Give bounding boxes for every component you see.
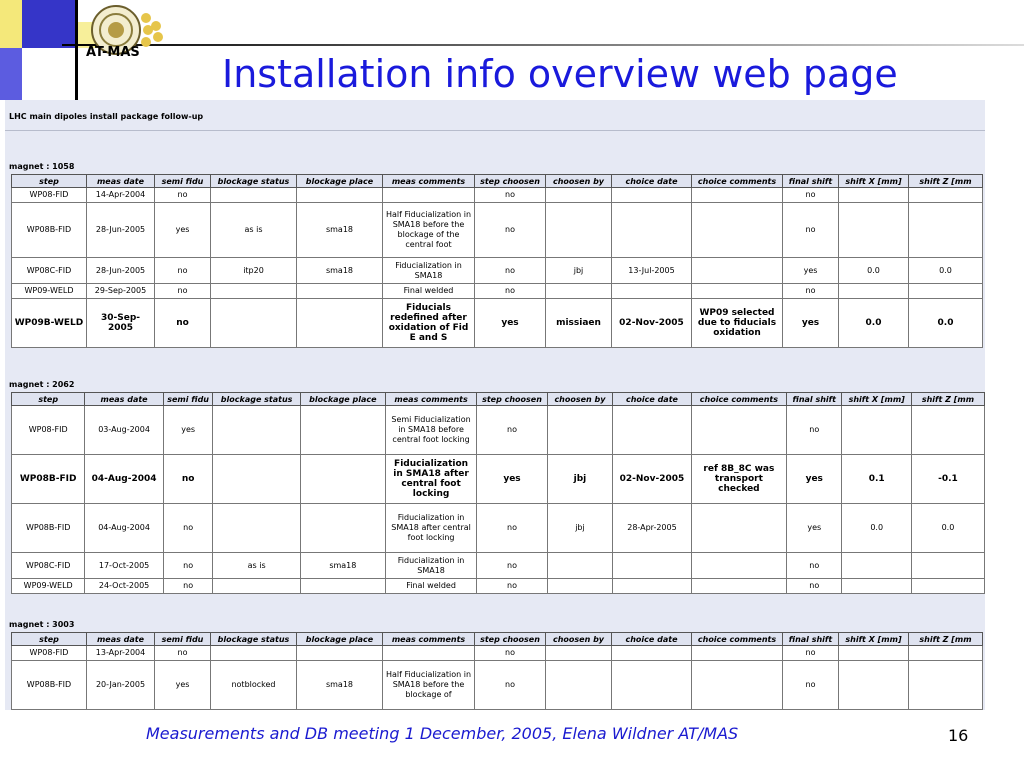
table-cell: no [155, 284, 211, 299]
table-cell: 17-Oct-2005 [85, 553, 163, 579]
table-cell: 03-Aug-2004 [85, 406, 163, 455]
table-cell: Final welded [385, 579, 476, 594]
table-cell: 24-Oct-2005 [85, 579, 163, 594]
table-cell: yes [155, 203, 211, 258]
table-cell: 04-Aug-2004 [85, 455, 163, 504]
table-cell: yes [163, 406, 213, 455]
table-cell: as is [211, 203, 297, 258]
table-cell: no [783, 646, 839, 661]
table-row [12, 284, 983, 299]
table-cell: no [163, 504, 213, 553]
table-row [12, 455, 985, 504]
table-row [12, 504, 985, 553]
table-cell: missiaen [546, 299, 612, 348]
table-cell [909, 284, 983, 299]
table-cell [612, 661, 692, 710]
table-cell: WP08B-FID [12, 455, 85, 504]
table-cell [911, 579, 984, 594]
table-cell [839, 188, 909, 203]
table-cell: 14-Apr-2004 [87, 188, 155, 203]
table-cell: notblocked [211, 661, 297, 710]
table-cell: no [783, 203, 839, 258]
table-cell [613, 406, 692, 455]
table-cell: WP08C-FID [12, 258, 87, 284]
table-cell: WP08B-FID [12, 661, 87, 710]
table-header-row [12, 633, 983, 646]
table-cell: WP09-WELD [12, 579, 85, 594]
table-cell [297, 188, 383, 203]
column-header: choice comments [692, 175, 783, 188]
table-cell: no [475, 203, 546, 258]
column-header: final shift [783, 633, 839, 646]
table-cell: 0.0 [911, 504, 984, 553]
table-cell: no [163, 455, 213, 504]
table-cell: no [787, 553, 842, 579]
table-cell [692, 258, 783, 284]
table-cell [911, 553, 984, 579]
table-cell: no [155, 299, 211, 348]
magnet-table [11, 392, 985, 594]
table-cell: jbj [547, 504, 612, 553]
table-cell: 13-Jul-2005 [612, 258, 692, 284]
table-cell: Fiducialization in SMA18 [385, 553, 476, 579]
table-cell [300, 455, 385, 504]
table-cell: no [477, 406, 548, 455]
table-cell [383, 188, 475, 203]
column-header: step [12, 393, 85, 406]
table-cell: yes [783, 258, 839, 284]
table-cell: yes [475, 299, 546, 348]
table-cell [691, 553, 786, 579]
column-header: choosen by [546, 175, 612, 188]
table-cell [297, 646, 383, 661]
table-cell: ref 8B_8C was transport checked [691, 455, 786, 504]
column-header: meas date [87, 633, 155, 646]
table-cell [909, 646, 983, 661]
table-cell [691, 406, 786, 455]
table-cell: 02-Nov-2005 [612, 299, 692, 348]
table-cell: 28-Apr-2005 [613, 504, 692, 553]
table-cell: WP09B-WELD [12, 299, 87, 348]
table-cell: 20-Jan-2005 [87, 661, 155, 710]
column-header: shift Z [mm [911, 393, 984, 406]
table-header-row [12, 175, 983, 188]
corner-block-yellow [0, 0, 22, 48]
table-cell: no [155, 258, 211, 284]
table-cell [692, 203, 783, 258]
table-cell [692, 284, 783, 299]
table-cell [211, 284, 297, 299]
table-cell: no [783, 661, 839, 710]
table-cell: 0.0 [909, 258, 983, 284]
table-cell: WP08B-FID [12, 504, 85, 553]
table-cell [909, 188, 983, 203]
table-cell [211, 646, 297, 661]
table-cell: yes [477, 455, 548, 504]
table-cell: jbj [547, 455, 612, 504]
table-cell: jbj [546, 258, 612, 284]
table-cell [839, 646, 909, 661]
table-cell [692, 188, 783, 203]
table-row [12, 258, 983, 284]
table-cell: 02-Nov-2005 [613, 455, 692, 504]
table-cell [842, 553, 911, 579]
table-cell [213, 579, 300, 594]
page-heading: LHC main dipoles install package follow-up [9, 112, 204, 121]
magnet-table [11, 174, 983, 348]
magnet-label: magnet : 1058 [9, 162, 75, 171]
table-cell: no [163, 579, 213, 594]
table-cell: WP08B-FID [12, 203, 87, 258]
table-cell: 0.0 [839, 299, 909, 348]
slide-footer: Measurements and DB meeting 1 December, 2005, Elena Wildner AT/MAS [146, 724, 739, 743]
table-cell: Fiducialization in SMA18 [383, 258, 475, 284]
column-header: blockage status [211, 633, 297, 646]
column-header: meas comments [385, 393, 476, 406]
table-cell [691, 579, 786, 594]
at-mas-logo [84, 4, 166, 74]
column-header: semi fidu [155, 175, 211, 188]
table-cell: Fiducials redefined after oxidation of Fid E and S [383, 299, 475, 348]
table-cell: no [475, 646, 546, 661]
table-cell: -0.1 [911, 455, 984, 504]
column-header: step choosen [475, 633, 546, 646]
table-cell: Half Fiducialization in SMA18 before the blockage of the central foot [383, 203, 475, 258]
table-cell [612, 646, 692, 661]
table-cell [297, 299, 383, 348]
table-cell [842, 579, 911, 594]
table-cell [547, 553, 612, 579]
table-cell: no [475, 188, 546, 203]
table-cell [300, 406, 385, 455]
column-header: blockage place [300, 393, 385, 406]
column-header: choosen by [547, 393, 612, 406]
table-cell: as is [213, 553, 300, 579]
magnet-table [11, 632, 983, 710]
table-row [12, 661, 983, 710]
table-cell [546, 203, 612, 258]
column-header: blockage place [297, 175, 383, 188]
table-cell: no [783, 188, 839, 203]
table-cell [613, 553, 692, 579]
column-header: semi fidu [155, 633, 211, 646]
table-cell [300, 504, 385, 553]
table-cell: WP09 selected due to fiducials oxidation [692, 299, 783, 348]
table-cell: 0.0 [839, 258, 909, 284]
table-cell: Half Fiducialization in SMA18 before the blockage of [383, 661, 475, 710]
table-cell: no [475, 258, 546, 284]
column-header: blockage place [297, 633, 383, 646]
table-cell: 28-Jun-2005 [87, 203, 155, 258]
table-cell [839, 203, 909, 258]
table-cell [909, 203, 983, 258]
table-cell [546, 661, 612, 710]
table-cell [297, 284, 383, 299]
table-cell [383, 646, 475, 661]
table-row [12, 299, 983, 348]
table-cell: yes [787, 455, 842, 504]
table-cell [213, 406, 300, 455]
column-header: meas comments [383, 175, 475, 188]
column-header: step choosen [475, 175, 546, 188]
table-cell: itp20 [211, 258, 297, 284]
table-cell [911, 406, 984, 455]
column-header: shift X [mm] [839, 633, 909, 646]
column-header: step [12, 175, 87, 188]
column-header: shift Z [mm [909, 633, 983, 646]
table-cell: 0.1 [842, 455, 911, 504]
table-cell: no [163, 553, 213, 579]
table-cell: WP09-WELD [12, 284, 87, 299]
table-cell: 29-Sep-2005 [87, 284, 155, 299]
table-cell [909, 661, 983, 710]
column-header: choice comments [691, 393, 786, 406]
table-row [12, 203, 983, 258]
column-header: choice date [612, 633, 692, 646]
table-cell: no [477, 553, 548, 579]
table-cell: 28-Jun-2005 [87, 258, 155, 284]
table-cell [211, 299, 297, 348]
table-cell [613, 579, 692, 594]
table-cell [839, 661, 909, 710]
table-cell [612, 284, 692, 299]
magnet-label: magnet : 2062 [9, 380, 75, 389]
table-header-row [12, 393, 985, 406]
table-cell [612, 188, 692, 203]
table-cell: Fiducialization in SMA18 after central foot locking [385, 504, 476, 553]
column-header: meas comments [383, 633, 475, 646]
table-cell: sma18 [297, 258, 383, 284]
column-header: final shift [787, 393, 842, 406]
table-cell: 13-Apr-2004 [87, 646, 155, 661]
table-cell: WP08-FID [12, 406, 85, 455]
table-cell [692, 646, 783, 661]
table-cell: no [787, 579, 842, 594]
table-cell: Semi Fiducialization in SMA18 before central foot locking [385, 406, 476, 455]
logo-text: AT-MAS [86, 45, 140, 60]
table-cell: WP08C-FID [12, 553, 85, 579]
column-header: shift X [mm] [839, 175, 909, 188]
table-row [12, 646, 983, 661]
table-cell: no [475, 661, 546, 710]
table-cell: no [477, 504, 548, 553]
table-cell: yes [783, 299, 839, 348]
table-cell [842, 406, 911, 455]
table-cell [547, 579, 612, 594]
table-cell [211, 188, 297, 203]
table-cell: no [155, 188, 211, 203]
table-cell: 0.0 [842, 504, 911, 553]
table-row [12, 406, 985, 455]
column-header: blockage status [211, 175, 297, 188]
table-cell [213, 504, 300, 553]
table-cell: WP08-FID [12, 188, 87, 203]
table-row [12, 553, 985, 579]
table-cell: Final welded [383, 284, 475, 299]
table-cell: WP08-FID [12, 646, 87, 661]
table-cell: no [155, 646, 211, 661]
slide-title: Installation info overview web page [222, 52, 898, 96]
table-cell: sma18 [297, 661, 383, 710]
table-cell: no [475, 284, 546, 299]
column-header: choosen by [546, 633, 612, 646]
column-header: meas date [85, 393, 163, 406]
horizontal-rule [62, 44, 1024, 46]
table-cell [546, 188, 612, 203]
table-cell: no [783, 284, 839, 299]
table-row [12, 579, 985, 594]
page-number: 16 [948, 726, 969, 745]
table-cell: yes [155, 661, 211, 710]
corner-block-blue [22, 0, 76, 48]
table-cell: yes [787, 504, 842, 553]
corner-block-blue-light [0, 48, 22, 100]
table-cell: 04-Aug-2004 [85, 504, 163, 553]
column-header: step [12, 633, 87, 646]
column-header: blockage status [213, 393, 300, 406]
column-header: choice date [612, 175, 692, 188]
table-cell [300, 579, 385, 594]
table-cell [691, 504, 786, 553]
column-header: final shift [783, 175, 839, 188]
table-cell: sma18 [297, 203, 383, 258]
table-cell: no [787, 406, 842, 455]
table-row [12, 188, 983, 203]
webpage-screenshot [5, 100, 985, 710]
table-cell: no [477, 579, 548, 594]
column-header: step choosen [477, 393, 548, 406]
table-cell [213, 455, 300, 504]
table-cell: 0.0 [909, 299, 983, 348]
magnet-label: magnet : 3003 [9, 620, 75, 629]
table-cell [546, 284, 612, 299]
heading-divider [5, 130, 985, 131]
table-cell [547, 406, 612, 455]
table-cell [612, 203, 692, 258]
column-header: semi fidu [163, 393, 213, 406]
table-cell [692, 661, 783, 710]
column-header: shift Z [mm [909, 175, 983, 188]
table-cell: sma18 [300, 553, 385, 579]
column-header: meas date [87, 175, 155, 188]
table-cell: Fiducialization in SMA18 after central foot locking [385, 455, 476, 504]
column-header: choice date [613, 393, 692, 406]
column-header: shift X [mm] [842, 393, 911, 406]
table-cell [546, 646, 612, 661]
table-cell [839, 284, 909, 299]
column-header: choice comments [692, 633, 783, 646]
vertical-rule [75, 0, 78, 100]
table-cell: 30-Sep-2005 [87, 299, 155, 348]
